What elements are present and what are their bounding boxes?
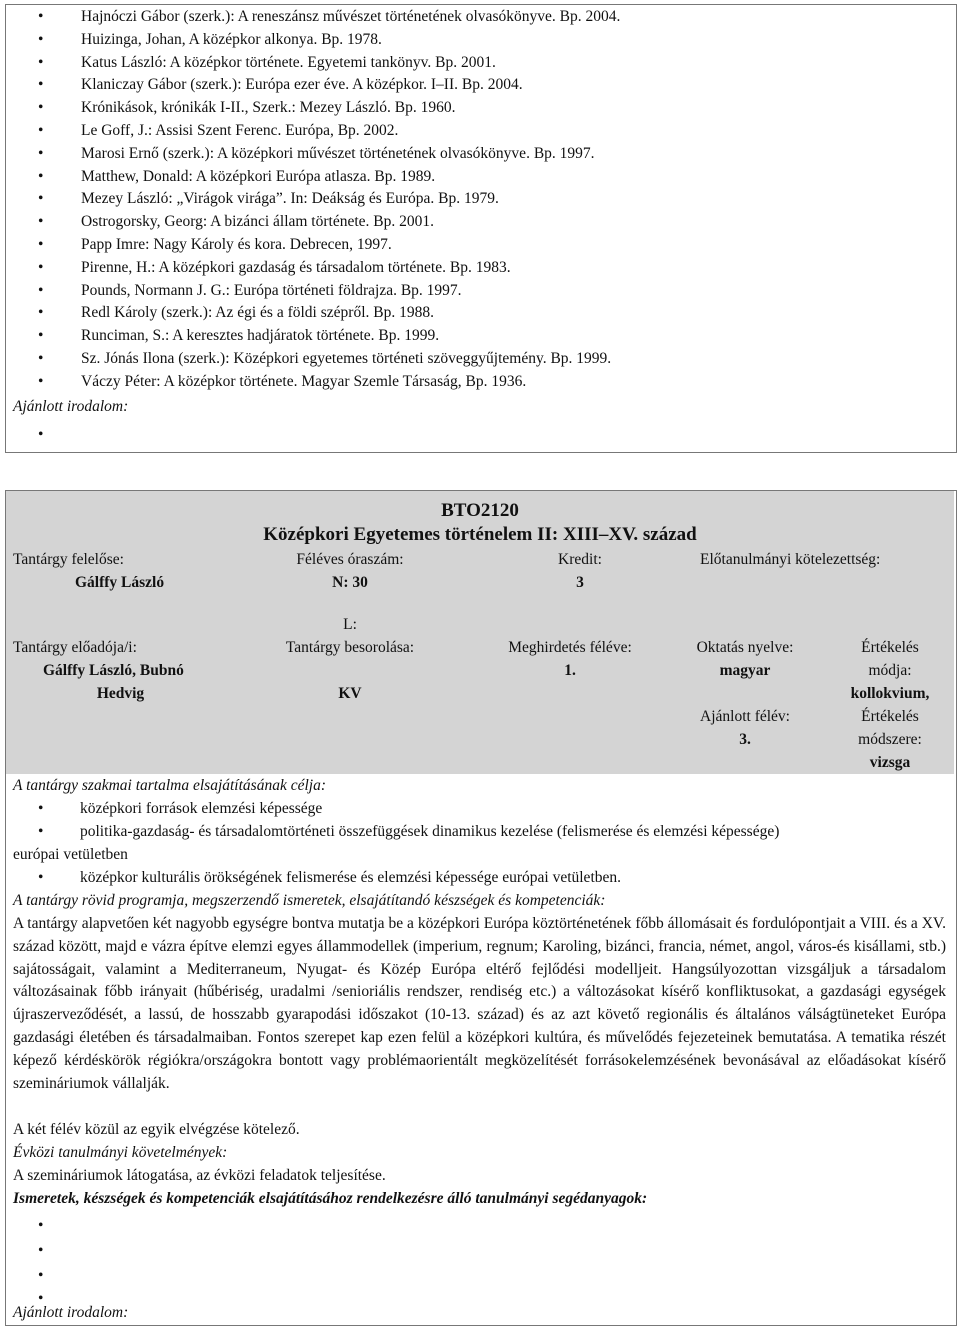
bullet-icon: • [38, 53, 44, 71]
goals-heading: A tantárgy szakmai tartalma elsajátításának célja: [13, 777, 326, 794]
bibliography-item-text: Le Goff, J.: Assisi Szent Ferenc. Európa, Bp. 2002. [81, 121, 399, 139]
goal-bullet-1: • [38, 800, 44, 817]
bibliography-item-text: Pirenne, H.: A középkori gazdaság és társadalom története. Bp. 1983. [81, 258, 511, 276]
hours-value: N: 30 [332, 574, 368, 591]
bullet-icon: • [38, 190, 44, 208]
bibliography-list [6, 6, 946, 394]
bullet-icon: • [38, 167, 44, 185]
bullet-icon: • [38, 30, 44, 48]
bibliography-item [6, 29, 946, 52]
bibliography-item [6, 257, 946, 280]
bibliography-item-text: Váczy Péter: A középkor története. Magyar Szemle Társaság, Bp. 1936. [81, 372, 527, 390]
bullet-icon: • [38, 8, 44, 25]
bullet-icon: • [38, 372, 44, 390]
lecturer-label: Tantárgy előadója/i: [13, 639, 137, 656]
credit-label: Kredit: [558, 551, 602, 568]
program-heading: A tantárgy rövid programja, megszerzendő ismeretek, elsajátítandó készségek és kompetenciák: [13, 892, 606, 909]
bibliography-item-text: Klaniczay Gábor (szerk.): Európa ezer éve. A középkor. I–II. Bp. 2004. [81, 76, 523, 94]
materials-bullet-4: • [38, 1290, 44, 1307]
empty-bullet: • [38, 426, 44, 443]
classification-value: KV [338, 685, 362, 702]
bibliography-item-text: Krónikások, krónikák I-II., Szerk.: Mezey László. Bp. 1960. [81, 99, 456, 117]
bibliography-item [6, 6, 946, 29]
requirements-text: A szemináriumok látogatása, az évközi feladatok teljesítése. [13, 1167, 386, 1184]
bibliography-item [6, 188, 946, 211]
evaluation-method-label-2: módszere: [858, 731, 922, 748]
bibliography-item [6, 211, 946, 234]
requirements-heading: Évközi tanulmányi követelmények: [13, 1144, 228, 1161]
bullet-icon: • [38, 304, 44, 322]
semester-value: 1. [564, 662, 576, 679]
bullet-icon: • [38, 76, 44, 94]
bibliography-item [6, 325, 946, 348]
bibliography-item-text: Sz. Jónás Ilona (szerk.): Középkori egyetemes történeti szöveggyűjtemény. Bp. 1999. [81, 349, 612, 367]
hours-label: Féléves óraszám: [296, 551, 404, 568]
recommended-semester-value: 3. [739, 731, 751, 748]
bibliography-item-text: Ostrogorsky, Georg: A bizánci állam története. Bp. 2001. [81, 213, 434, 231]
bullet-icon: • [38, 281, 44, 299]
evaluation-method-value: vizsga [869, 754, 911, 771]
bibliography-item [6, 280, 946, 303]
bibliography-item-text: Katus László: A középkor története. Egyetemi tankönyv. Bp. 2001. [81, 53, 496, 71]
evaluation-label-2: módja: [868, 662, 912, 679]
program-note: A két félév közül az egyik elvégzése kötelező. [13, 1121, 300, 1138]
bibliography-item [6, 120, 946, 143]
bibliography-item-text: Hajnóczi Gábor (szerk.): A reneszánsz művészet történetének olvasókönyve. Bp. 2004. [81, 8, 621, 25]
language-value: magyar [719, 662, 771, 679]
bullet-icon: • [38, 99, 44, 117]
goal-bullet-2: • [38, 823, 44, 840]
recommended-literature-heading-bottom: Ajánlott irodalom: [13, 1304, 129, 1321]
recommended-semester-label: Ajánlott félév: [700, 708, 790, 725]
bullet-icon: • [38, 144, 44, 162]
bibliography-item [6, 74, 946, 97]
goal-item-2: politika-gazdaság- és társadalomtörténeti összefüggések dinamikus kezelése (felismerése és elemzési képessége) [80, 823, 780, 840]
evaluation-method-label-1: Értékelés [861, 708, 919, 725]
lecturer-line-1: Gálffy László, Bubnó [43, 662, 184, 679]
bibliography-item-text: Mezey László: „Virágok virága”. In: Deákság és Európa. Bp. 1979. [81, 190, 499, 208]
goal-item-2-continued: európai vetületben [13, 846, 128, 863]
program-paragraph: A tantárgy alapvetően két nagyobb egységre bontva mutatja be a középkori Európa köztörténetének főbb állomásait és fordulópontjait a VIII. és a XV. század között, majd e vázra építve elemzi egyes állammodellek (imperium, regnum; Karoling, bizánci, francia, német, angol, város-és kisállami, stb.) sajátosságait, valamint a Mediterraneum, Nyugat- és Közép Európa eltérő fejlődési modelljeit. Hangsúlyozottan vizsgáljuk a társadalom változásainak főbb irányait (hűbériség, uradalmi /senioriális rendszer, rendiség etc.) a változásokat kísérő konfliktusokat, a gazdasági egységek újraszerveződését, a lassú, de hosszabb gyarapodási időszakot (10-13. század) és az azt követő regionális és általános válságtüneteket Európa gazdasági életében és társadalmaiban. Fontos szerepet kap ezen felül a középkori kultúra, és művelődés fejezeteinek bemutatása. A tematika részét képező kérdéskörök régiókra/országokra bontott vagy problémaorientált megközelítését forrásokelemzésének bevonásával az előadásokat kísérő szemináriumok vállalják. [13, 915, 946, 1092]
bullet-icon: • [38, 235, 44, 253]
materials-bullet-3: • [38, 1267, 44, 1284]
hours-l-label: L: [343, 616, 357, 633]
bullet-icon: • [38, 327, 44, 345]
language-label: Oktatás nyelve: [696, 639, 794, 656]
bibliography-item [6, 97, 946, 120]
bibliography-item-text: Redl Károly (szerk.): Az égi és a földi szépről. Bp. 1988. [81, 304, 434, 322]
bullet-icon: • [38, 258, 44, 276]
bullet-icon: • [38, 121, 44, 139]
bullet-icon: • [38, 349, 44, 367]
semester-label: Meghirdetés féléve: [508, 639, 632, 656]
responsible-label: Tantárgy felelőse: [13, 551, 124, 568]
bibliography-item [6, 166, 946, 189]
goal-item-3: középkor kulturális örökségének felismerése és elemzési képessége európai vetületben. [80, 869, 622, 886]
bibliography-item [6, 348, 946, 371]
bibliography-item [6, 143, 946, 166]
evaluation-value: kollokvium, [850, 685, 930, 702]
bibliography-item-text: Pounds, Normann J. G.: Európa történeti földrajza. Bp. 1997. [81, 281, 462, 299]
classification-label: Tantárgy besorolása: [285, 639, 415, 656]
course-title: Középkori Egyetemes történelem II: XIII–XV. század [263, 524, 697, 545]
course-code: BTO2120 [441, 500, 519, 521]
bibliography-item [6, 234, 946, 257]
lecturer-line-2: Hedvig [96, 685, 145, 702]
materials-bullet-1: • [38, 1217, 44, 1234]
evaluation-label-1: Értékelés [861, 639, 919, 656]
bibliography-item-text: Papp Imre: Nagy Károly és kora. Debrecen, 1997. [81, 235, 392, 253]
bibliography-item-text: Marosi Ernő (szerk.): A középkori művészet történetének olvasókönyve. Bp. 1997. [81, 144, 595, 162]
bibliography-item-text: Huizinga, Johan, A középkor alkonya. Bp. 1978. [81, 30, 382, 48]
prerequisite-label: Előtanulmányi kötelezettség: [700, 551, 881, 568]
bullet-icon: • [38, 213, 44, 231]
recommended-literature-heading-top: Ajánlott irodalom: [13, 398, 129, 415]
bibliography-item [6, 52, 946, 75]
materials-heading: Ismeretek, készségek és kompetenciák elsajátításához rendelkezésre álló tanulmányi segédanyagok: [13, 1190, 648, 1207]
goal-bullet-3: • [38, 869, 44, 886]
goal-item-1: középkori források elemzési képessége [80, 800, 323, 817]
bibliography-item-text: Runciman, S.: A keresztes hadjáratok története. Bp. 1999. [81, 327, 440, 345]
materials-bullet-2: • [38, 1242, 44, 1259]
credit-value: 3 [576, 574, 584, 591]
bibliography-item [6, 302, 946, 325]
responsible-name: Gálffy László [75, 574, 165, 591]
bibliography-item-text: Matthew, Donald: A középkori Európa atlasza. Bp. 1989. [81, 167, 436, 185]
bibliography-item [6, 371, 946, 394]
